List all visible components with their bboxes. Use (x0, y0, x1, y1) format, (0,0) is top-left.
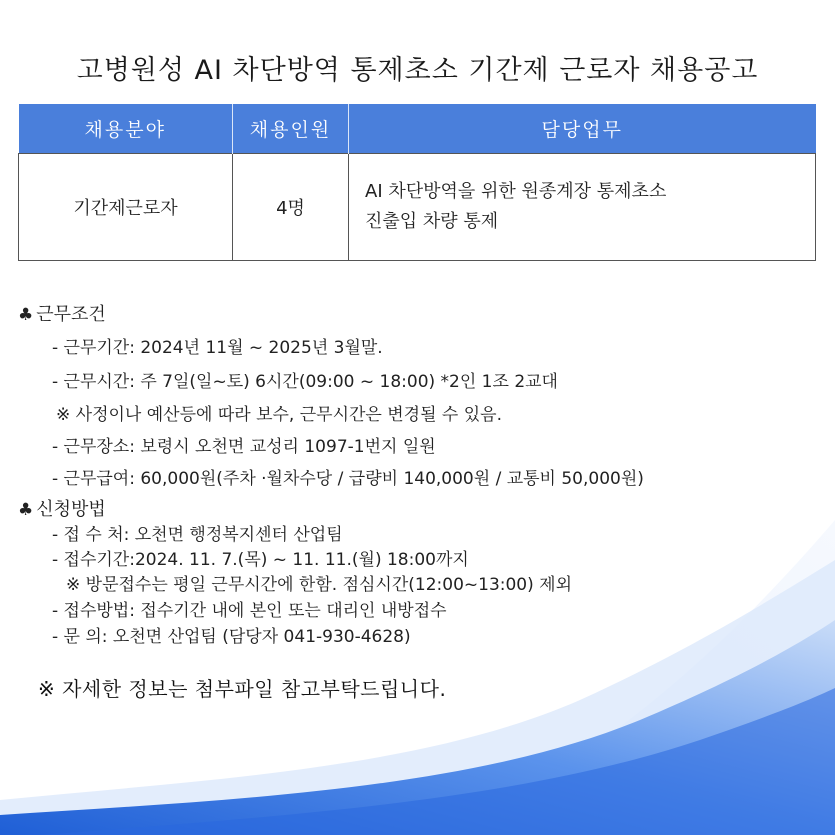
work-place: - 근무장소: 보령시 오천면 교성리 1097-1번지 일원 (52, 437, 436, 457)
apply-office: - 접 수 처: 오천면 행정복지센터 산업팀 (52, 525, 343, 545)
duty-line-2: 진출입 차량 통제 (365, 211, 499, 232)
apply-period: - 접수기간:2024. 11. 7.(목) ~ 11. 11.(월) 18:00까지 (52, 550, 469, 570)
apply-contact: - 문 의: 오천면 산업팀 (담당자 041-930-4628) (52, 627, 411, 647)
apply-method: - 접수방법: 접수기간 내에 본인 또는 대리인 내방접수 (52, 601, 447, 621)
work-hours-note: ※ 사정이나 예산등에 따라 보수, 근무시간은 변경될 수 있음. (56, 405, 502, 425)
apply-heading (18, 495, 106, 521)
table-header-row (19, 104, 816, 154)
work-pay: - 근무급여: 60,000원(주차 ·월차수당 / 급량비 140,000원 / 교통비 50,000원) (52, 469, 644, 489)
work-period: - 근무기간: 2024년 11월 ~ 2025년 3월말. (52, 338, 383, 358)
header-count: 채용인원 (233, 104, 349, 154)
work-hours: - 근무시간: 주 7일(일~토) 6시간(09:00 ~ 18:00) *2인 1조 2교대 (52, 372, 558, 392)
group-icon: ♣ (18, 305, 34, 325)
table-row (19, 154, 816, 261)
closing-note: ※ 자세한 정보는 첨부파일 참고부탁드립니다. (38, 677, 447, 701)
recruit-table (18, 104, 816, 261)
conditions-heading-text: 근무조건 (36, 304, 106, 325)
apply-heading-text: 신청방법 (36, 499, 106, 520)
apply-period-note: ※ 방문접수는 평일 근무시간에 한함. 점심시간(12:00~13:00) 제외 (66, 575, 573, 595)
header-duty: 담당업무 (349, 104, 816, 154)
header-field: 채용분야 (19, 104, 233, 154)
cell-field: 기간제근로자 (19, 154, 233, 261)
conditions-heading (18, 300, 106, 326)
cell-duty (349, 154, 816, 261)
page-title: 고병원성 AI 차단방역 통제초소 기간제 근로자 채용공고 (76, 55, 759, 86)
duty-line-1: AI 차단방역을 위한 원종계장 통제초소 (365, 181, 667, 202)
group-icon: ♣ (18, 500, 34, 520)
cell-count: 4명 (233, 154, 349, 261)
